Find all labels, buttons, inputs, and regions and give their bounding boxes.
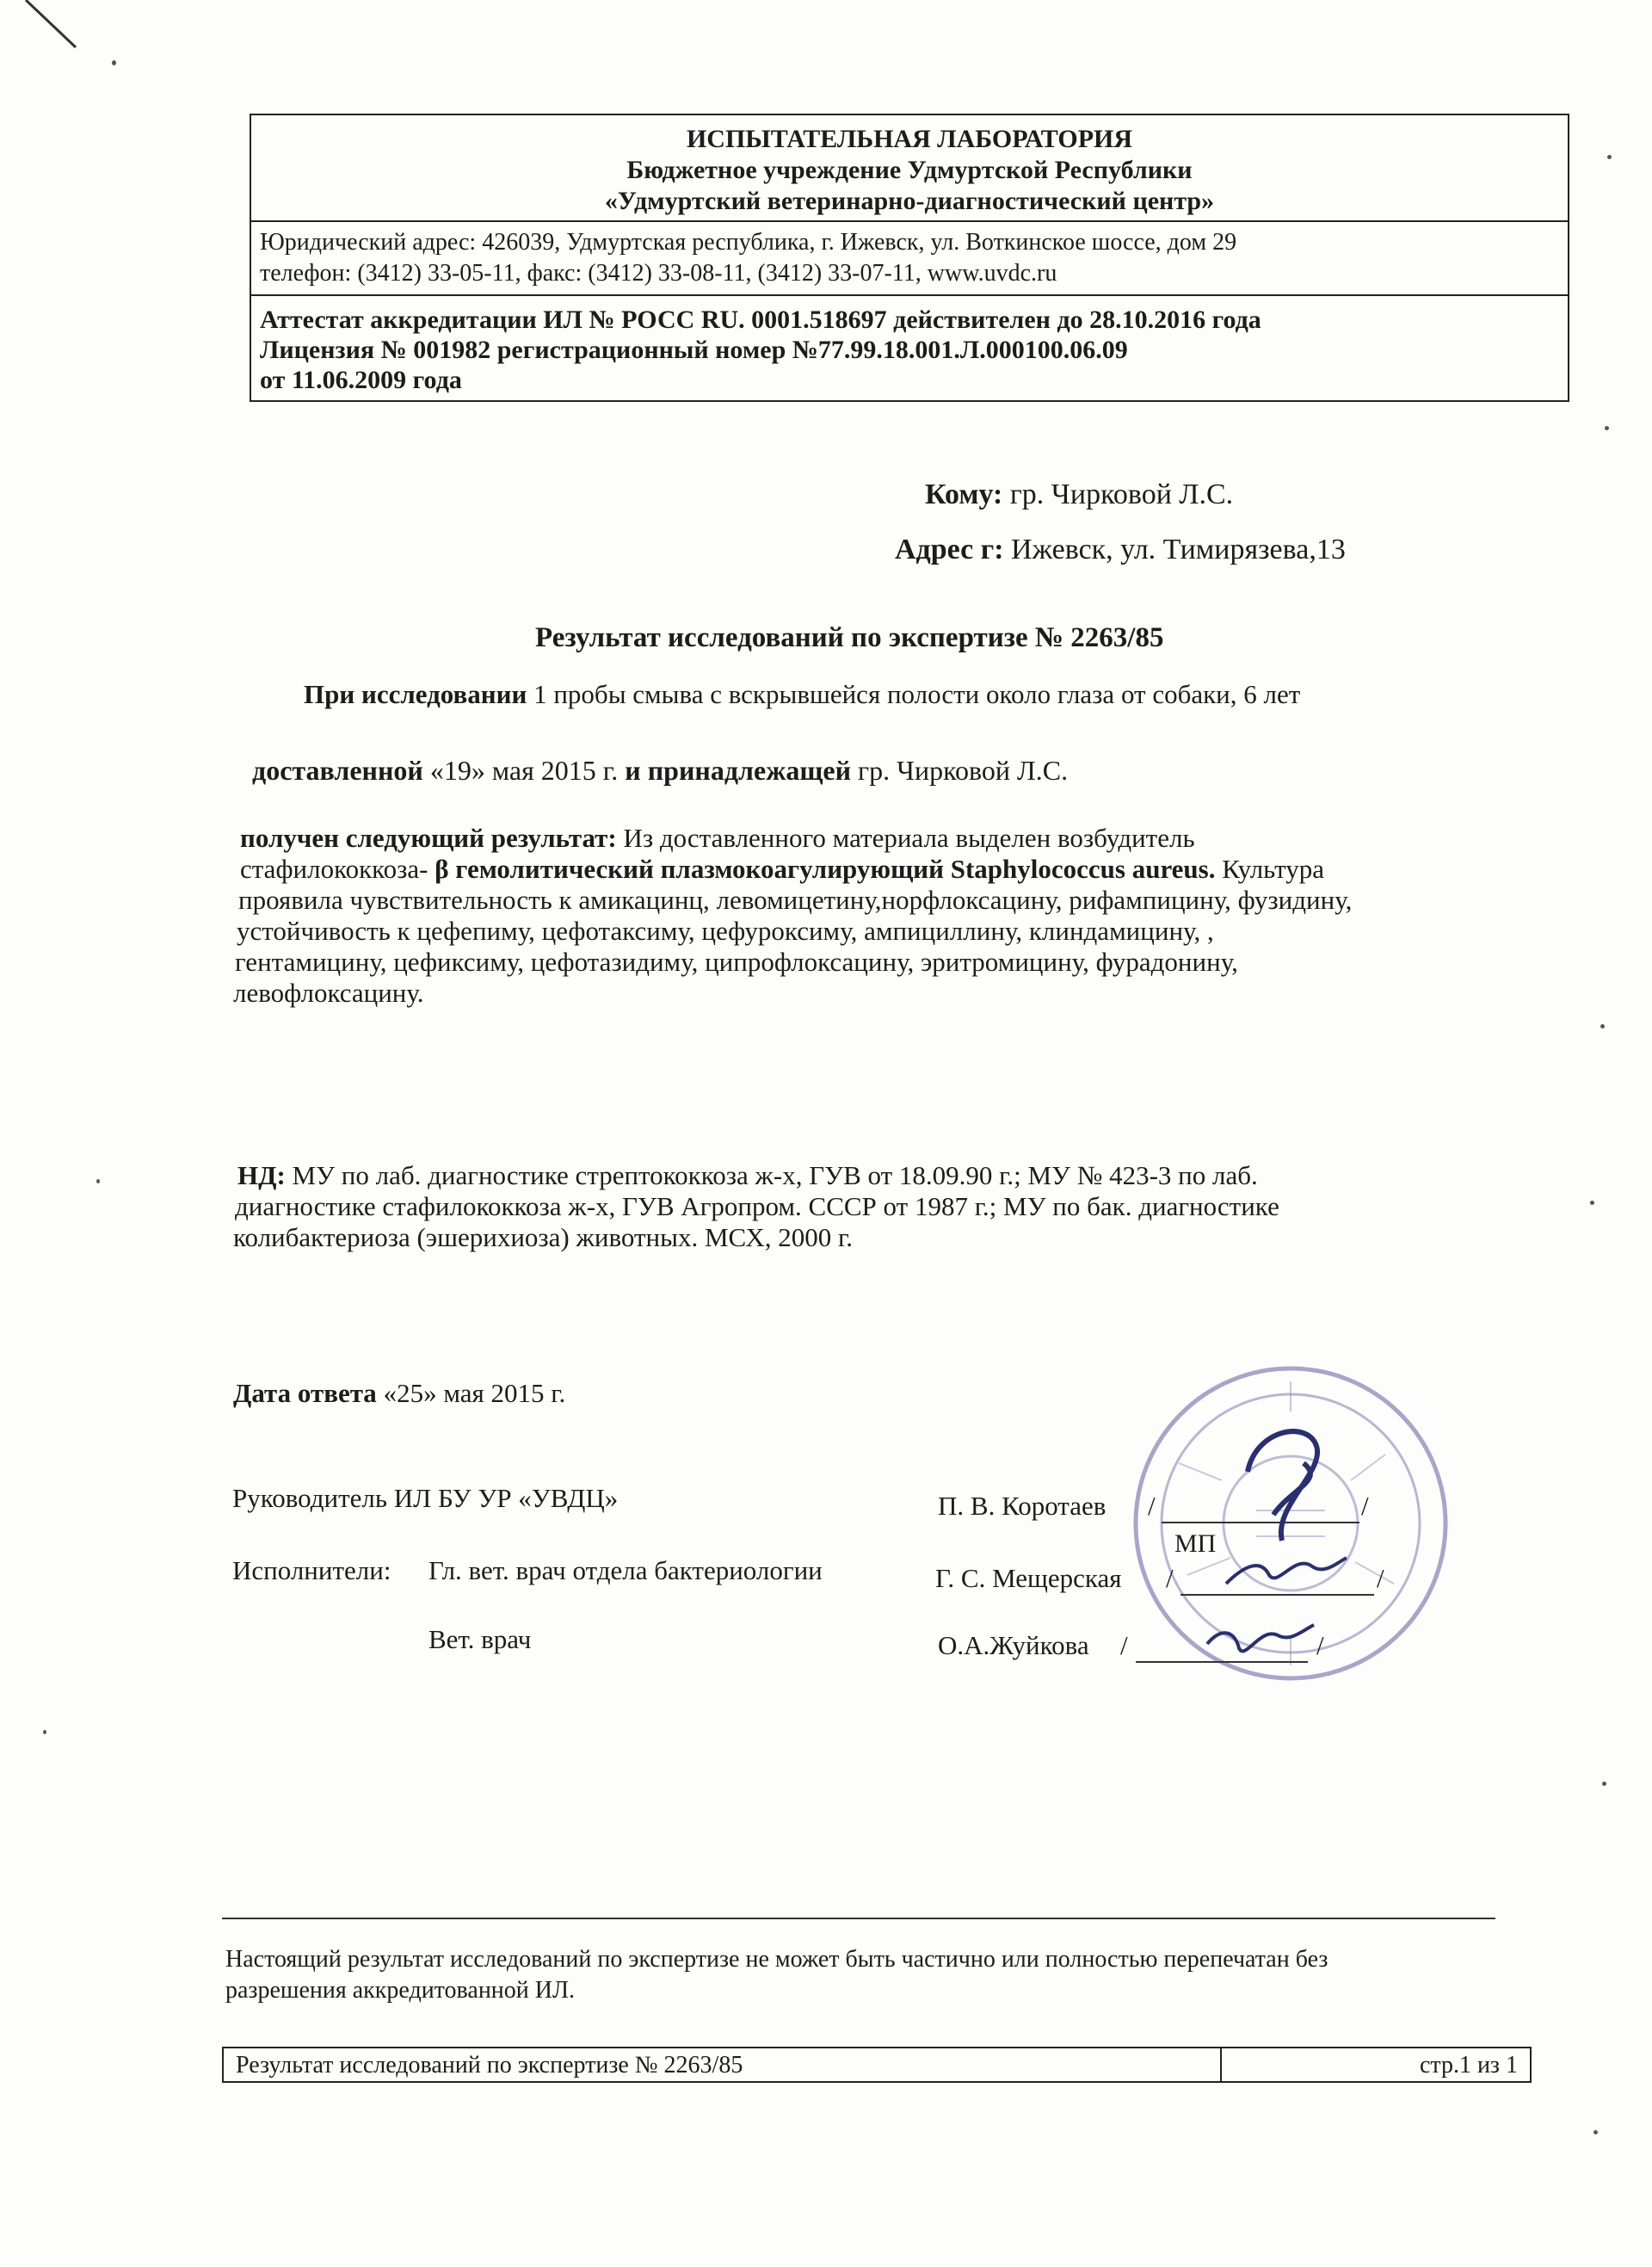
performer1-role: Гл. вет. врач отдела бактериологии — [428, 1555, 823, 1585]
scan-dot — [1593, 2130, 1598, 2134]
performers-label: Исполнители: — [232, 1555, 391, 1585]
answer-date-value: «25» мая 2015 г. — [376, 1378, 566, 1408]
performer2-slash-right: / — [1316, 1630, 1324, 1660]
footer-page-number: стр.1 из 1 — [1419, 2052, 1518, 2079]
lab-header-title-block — [251, 115, 1568, 222]
result-line-1 — [240, 822, 1195, 855]
disclaimer-line-2: разрешения аккредитованной ИЛ. — [225, 1977, 575, 2004]
footer-rule — [222, 1918, 1495, 1919]
delivered-label: доставленной — [252, 755, 423, 786]
head-role: Руководитель ИЛ БУ УР «УВДЦ» — [232, 1483, 619, 1513]
result-line-5: гентамицину, цефиксиму, цефотазидиму, ципрофлоксацину, эритромицину, фурадонину, — [235, 947, 1238, 977]
recipient-address — [895, 534, 1346, 566]
scan-dot — [112, 60, 116, 65]
scan-dot — [1605, 426, 1609, 430]
performer1-slash-right: / — [1377, 1563, 1384, 1593]
lab-contacts-block — [251, 222, 1568, 296]
head-signature — [1222, 1411, 1351, 1549]
license: Лицензия № 001982 регистрационный номер №77.99.18.001.Л.000100.06.09 — [260, 336, 1128, 364]
license-date: от 11.06.2009 года — [260, 366, 462, 394]
result-title: Результат исследований по экспертизе № 2263/85 — [535, 622, 1164, 653]
answer-date-label: Дата ответа — [233, 1378, 377, 1408]
nd-line-3: колибактериоза (эшерихиоза) животных. МСХ, 2000 г. — [233, 1222, 854, 1252]
head-slash-left: / — [1148, 1491, 1156, 1521]
recipient-address-label: Адрес г: — [895, 534, 1004, 565]
nd-line-1 — [237, 1159, 1258, 1192]
result-label: получен следующий результат: — [240, 823, 617, 853]
performer2-signature — [1200, 1609, 1321, 1670]
scan-dot — [1607, 155, 1612, 159]
page-footer — [222, 2047, 1532, 2083]
institution-line-1: Бюджетное учреждение Удмуртской Республики — [626, 156, 1193, 184]
answer-date — [233, 1377, 565, 1410]
performer2-slash-left: / — [1120, 1630, 1128, 1660]
performer2-role: Вет. врач — [428, 1624, 532, 1654]
result-line-3: проявила чувствительность к амикацинц, левомицетину,норфлоксацину, рифампицину, фузидину, — [238, 885, 1353, 915]
lab-header — [250, 114, 1569, 402]
recipient-to-label: Кому: — [925, 479, 1003, 510]
result-line-6: левофлоксацину. — [233, 978, 424, 1008]
pathogen-name: β гемолитический плазмокоагулирующий Staphylococcus aureus. — [435, 854, 1216, 884]
disclaimer-line-1: Настоящий результат исследований по экспертизе не может быть частично или полностью перепечатан без — [225, 1946, 1328, 1973]
lab-title: ИСПЫТАТЕЛЬНАЯ ЛАБОРАТОРИЯ — [686, 125, 1133, 153]
accreditation-block — [251, 296, 1568, 400]
contacts: телефон: (3412) 33-05-11, факс: (3412) 33-08-11, (3412) 33-07-11, www.uvdc.ru — [260, 260, 1057, 287]
study-line — [304, 678, 1300, 711]
footer-doc-ref: Результат исследований по экспертизе № 2263/85 — [224, 2048, 1222, 2081]
accreditation: Аттестат аккредитации ИЛ № РОСС RU. 0001.518697 действителен до 28.10.2016 года — [260, 306, 1261, 334]
result-text-2-post: Культура — [1215, 854, 1325, 884]
recipient-to — [925, 479, 1233, 511]
legal-address: Юридический адрес: 426039, Удмуртская республика, г. Ижевск, ул. Воткинское шоссе, дом 29 — [260, 229, 1237, 256]
head-name: П. В. Коротаев — [938, 1491, 1106, 1521]
performer1-slash-left: / — [1166, 1563, 1174, 1593]
study-text: 1 пробы смыва с вскрывшейся полости около глаза от собаки, 6 лет — [527, 679, 1301, 709]
owner-value: гр. Чирковой Л.С. — [851, 755, 1069, 786]
performer1-name: Г. С. Мещерская — [935, 1563, 1122, 1593]
performer1-signature — [1217, 1541, 1355, 1601]
recipient-to-value: гр. Чирковой Л.С. — [1002, 479, 1234, 510]
scan-dot — [1600, 1024, 1605, 1028]
result-line-2 — [240, 853, 1324, 886]
scan-dot — [1602, 1782, 1606, 1786]
nd-text-1: МУ по лаб. диагностике стрептококкоза ж-х, ГУВ от 18.09.90 г.; МУ № 423-3 по лаб. — [285, 1160, 1258, 1190]
owner-label: и принадлежащей — [625, 755, 852, 786]
performer2-name: О.А.Жуйкова — [938, 1630, 1089, 1660]
institution-line-2: «Удмуртский ветеринарно-диагностический центр» — [604, 187, 1215, 215]
result-text-2-pre: стафилококкоза- — [240, 854, 435, 884]
delivered-line — [252, 754, 1068, 787]
recipient-address-value: Ижевск, ул. Тимирязева,13 — [1003, 534, 1346, 565]
study-label: При исследовании — [304, 679, 527, 709]
result-text-1: Из доставленного материала выделен возбудитель — [616, 823, 1195, 853]
nd-label: НД: — [237, 1160, 286, 1190]
result-line-4: устойчивость к цефепиму, цефотаксиму, цефуроксиму, ампициллину, клиндамицину, , — [237, 916, 1214, 946]
scan-dot — [43, 1730, 46, 1734]
nd-line-2: диагностике стафилококкоза ж-х, ГУВ Агропром. СССР от 1987 г.; МУ по бак. диагностике — [235, 1191, 1279, 1221]
scan-dot — [96, 1179, 100, 1183]
scan-dot — [1590, 1201, 1594, 1205]
stamp-mp: МП — [1174, 1529, 1217, 1558]
delivered-date: «19» мая 2015 г. — [422, 755, 626, 786]
head-slash-right: / — [1361, 1491, 1369, 1521]
scan-corner-mark — [0, 0, 95, 60]
